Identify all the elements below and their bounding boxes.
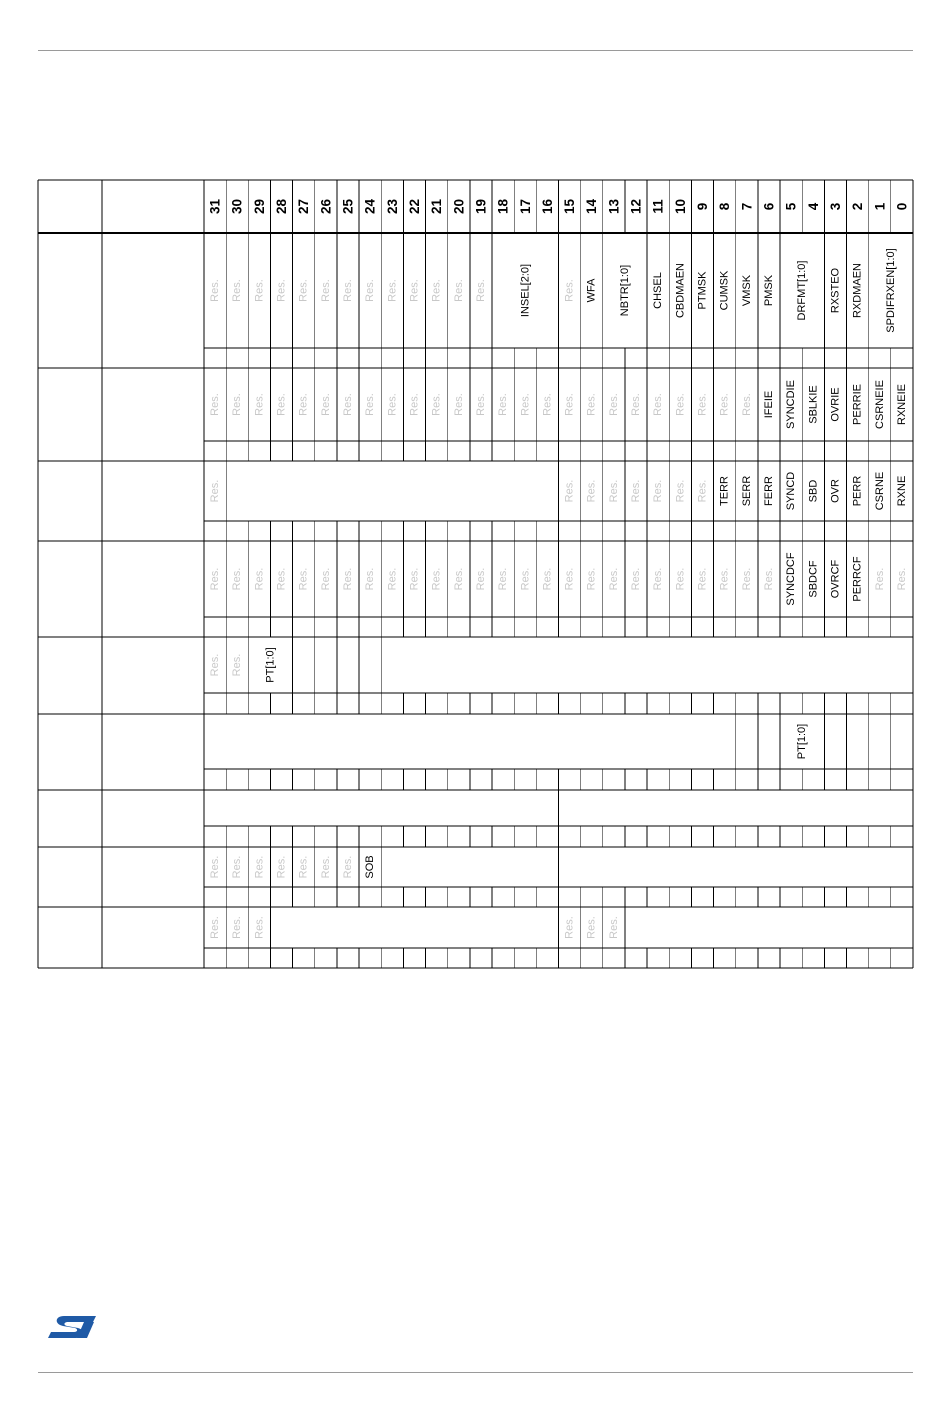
bit-number-0: 0 bbox=[894, 202, 910, 211]
reserved-bit-label: Res. bbox=[696, 567, 709, 591]
field-label-sbdcf: SBDCF bbox=[807, 560, 820, 598]
bit-number-11: 11 bbox=[650, 199, 666, 214]
field-label-pmsk: PMSK bbox=[762, 274, 775, 307]
reserved-bit-label: Res. bbox=[209, 855, 222, 879]
bit-number-27: 27 bbox=[296, 198, 312, 215]
reserved-bit-label: Res. bbox=[297, 393, 310, 416]
field-label-drfmt-1-0: DRFMT[1:0] bbox=[796, 260, 809, 321]
field-label-insel-2-0: INSEL[2:0] bbox=[519, 263, 532, 318]
field-label-sbd: SBD bbox=[807, 479, 820, 503]
reserved-bit-label: Res. bbox=[895, 567, 908, 591]
reserved-bit-label: Res. bbox=[563, 916, 576, 939]
field-label-cumsk: CUMSK bbox=[718, 270, 731, 311]
reserved-bit-label: Res. bbox=[563, 279, 576, 302]
reserved-bit-label: Res. bbox=[497, 567, 510, 591]
reserved-bit-label: Res. bbox=[319, 279, 332, 302]
reserved-bit-label: Res. bbox=[209, 653, 222, 677]
field-label-rxsteo: RXSTEO bbox=[829, 267, 842, 314]
reserved-bit-label: Res. bbox=[718, 567, 731, 591]
reserved-bit-label: Res. bbox=[630, 393, 643, 416]
reserved-bit-label: Res. bbox=[364, 279, 377, 302]
reserved-bit-label: Res. bbox=[319, 393, 332, 416]
reserved-bit-label: Res. bbox=[718, 393, 731, 416]
reserved-bit-label: Res. bbox=[297, 567, 310, 591]
reserved-bit-label: Res. bbox=[209, 393, 222, 416]
reserved-bit-label: Res. bbox=[674, 479, 687, 503]
reserved-bit-label: Res. bbox=[231, 567, 244, 591]
reserved-bit-label: Res. bbox=[253, 916, 266, 939]
reserved-bit-label: Res. bbox=[209, 279, 222, 302]
reserved-bit-label: Res. bbox=[740, 393, 753, 416]
field-label-ovr: OVR bbox=[829, 479, 842, 503]
bit-number-21: 21 bbox=[429, 198, 445, 215]
reserved-bit-label: Res. bbox=[762, 567, 775, 591]
reserved-bit-label: Res. bbox=[253, 279, 266, 302]
reserved-bit-label: Res. bbox=[563, 479, 576, 503]
reserved-bit-label: Res. bbox=[652, 567, 665, 591]
reserved-bit-label: Res. bbox=[408, 279, 421, 302]
reserved-bit-label: Res. bbox=[585, 567, 598, 591]
reserved-bit-label: Res. bbox=[297, 855, 310, 879]
reserved-bit-label: Res. bbox=[231, 279, 244, 302]
reserved-bit-label: Res. bbox=[342, 393, 355, 416]
field-label-spdifrxen-1-0: SPDIFRXEN[1:0] bbox=[884, 248, 897, 333]
reserved-bit-label: Res. bbox=[209, 479, 222, 503]
reserved-bit-label: Res. bbox=[452, 393, 465, 416]
reserved-bit-label: Res. bbox=[364, 393, 377, 416]
field-label-sblkie: SBLKIE bbox=[807, 385, 820, 424]
bit-number-20: 20 bbox=[451, 198, 467, 215]
reserved-bit-label: Res. bbox=[585, 393, 598, 416]
bit-number-6: 6 bbox=[761, 202, 777, 211]
bit-number-16: 16 bbox=[539, 198, 555, 215]
field-label-syncdcf: SYNCDCF bbox=[785, 552, 798, 606]
reserved-bit-label: Res. bbox=[253, 855, 266, 879]
reserved-bit-label: Res. bbox=[652, 479, 665, 503]
reserved-bit-label: Res. bbox=[319, 855, 332, 879]
bit-number-18: 18 bbox=[495, 198, 511, 215]
field-label-pt-1-0: PT[1:0] bbox=[796, 723, 809, 760]
reserved-bit-label: Res. bbox=[541, 393, 554, 416]
bit-number-30: 30 bbox=[229, 198, 245, 215]
reserved-bit-label: Res. bbox=[275, 855, 288, 879]
bit-number-2: 2 bbox=[850, 202, 866, 211]
field-label-vmsk: VMSK bbox=[740, 274, 753, 307]
reserved-bit-label: Res. bbox=[342, 855, 355, 879]
field-label-pt-1-0: PT[1:0] bbox=[264, 647, 277, 683]
reserved-bit-label: Res. bbox=[231, 916, 244, 939]
bit-number-23: 23 bbox=[384, 198, 400, 215]
reserved-bit-label: Res. bbox=[630, 479, 643, 503]
reserved-bit-label: Res. bbox=[585, 479, 598, 503]
reserved-bit-label: Res. bbox=[319, 567, 332, 591]
reserved-bit-label: Res. bbox=[474, 393, 487, 416]
reserved-bit-label: Res. bbox=[474, 567, 487, 591]
field-label-ovrcf: OVRCF bbox=[829, 559, 842, 599]
reserved-bit-label: Res. bbox=[740, 567, 753, 591]
reserved-bit-label: Res. bbox=[497, 393, 510, 416]
bit-number-5: 5 bbox=[783, 202, 799, 211]
st-logo-icon bbox=[44, 1310, 102, 1342]
reserved-bit-label: Res. bbox=[342, 567, 355, 591]
reserved-bit-label: Res. bbox=[674, 567, 687, 591]
reserved-bit-label: Res. bbox=[652, 393, 665, 416]
bit-number-3: 3 bbox=[827, 202, 843, 211]
reserved-bit-label: Res. bbox=[408, 567, 421, 591]
field-label-csrne: CSRNE bbox=[873, 471, 886, 511]
reserved-bit-label: Res. bbox=[563, 393, 576, 416]
field-label-chsel: CHSEL bbox=[652, 272, 665, 309]
reserved-bit-label: Res. bbox=[209, 916, 222, 939]
field-label-ovrie: OVRIE bbox=[829, 387, 842, 422]
reserved-bit-label: Res. bbox=[275, 393, 288, 416]
field-label-perr: PERR bbox=[851, 475, 864, 507]
reserved-bit-label: Res. bbox=[275, 279, 288, 302]
field-label-perrie: PERRIE bbox=[851, 384, 864, 425]
reserved-bit-label: Res. bbox=[430, 279, 443, 302]
field-label-ifeie: IFEIE bbox=[762, 390, 775, 419]
bit-number-8: 8 bbox=[717, 202, 733, 211]
bit-number-17: 17 bbox=[517, 198, 533, 215]
reserved-bit-label: Res. bbox=[430, 393, 443, 416]
reserved-bit-label: Res. bbox=[297, 279, 310, 302]
field-label-rxdmaen: RXDMAEN bbox=[851, 262, 864, 319]
reserved-bit-label: Res. bbox=[873, 567, 886, 591]
field-label-nbtr-1-0: NBTR[1:0] bbox=[618, 264, 631, 317]
field-label-wfa: WFA bbox=[585, 278, 598, 303]
reserved-bit-label: Res. bbox=[696, 479, 709, 503]
field-label-sob: SOB bbox=[364, 855, 377, 879]
reserved-bit-label: Res. bbox=[452, 567, 465, 591]
field-label-ferr: FERR bbox=[762, 476, 775, 506]
field-label-rxne: RXNE bbox=[895, 475, 908, 507]
reserved-bit-label: Res. bbox=[519, 393, 532, 416]
reserved-bit-label: Res. bbox=[209, 567, 222, 591]
reserved-bit-label: Res. bbox=[519, 567, 532, 591]
bit-number-1: 1 bbox=[872, 202, 888, 211]
reserved-bit-label: Res. bbox=[408, 393, 421, 416]
field-label-rxneie: RXNEIE bbox=[895, 384, 908, 425]
bit-number-19: 19 bbox=[473, 198, 489, 215]
reserved-bit-label: Res. bbox=[474, 279, 487, 302]
reserved-bit-label: Res. bbox=[253, 567, 266, 591]
bit-number-7: 7 bbox=[739, 202, 755, 211]
bit-number-13: 13 bbox=[606, 198, 622, 215]
reserved-bit-label: Res. bbox=[630, 567, 643, 591]
bit-number-26: 26 bbox=[318, 198, 334, 215]
bit-number-12: 12 bbox=[628, 198, 644, 215]
bit-number-22: 22 bbox=[406, 198, 422, 215]
footer-rule bbox=[38, 1372, 913, 1373]
reserved-bit-label: Res. bbox=[231, 855, 244, 879]
bit-number-31: 31 bbox=[207, 198, 223, 215]
bit-number-29: 29 bbox=[251, 198, 267, 215]
reserved-bit-label: Res. bbox=[364, 567, 377, 591]
field-label-csrneie: CSRNEIE bbox=[873, 380, 886, 429]
field-label-perrcf: PERRCF bbox=[851, 556, 864, 602]
bit-number-4: 4 bbox=[805, 202, 821, 211]
reserved-bit-label: Res. bbox=[231, 393, 244, 416]
field-label-ptmsk: PTMSK bbox=[696, 271, 709, 310]
field-label-syncd: SYNCD bbox=[785, 471, 798, 511]
reserved-bit-label: Res. bbox=[386, 393, 399, 416]
field-label-syncdie: SYNCDIE bbox=[785, 380, 798, 429]
bit-number-25: 25 bbox=[340, 198, 356, 215]
field-label-cbdmaen: CBDMAEN bbox=[674, 262, 687, 319]
reserved-bit-label: Res. bbox=[386, 279, 399, 302]
reserved-bit-label: Res. bbox=[696, 393, 709, 416]
field-label-serr: SERR bbox=[740, 475, 753, 507]
reserved-bit-label: Res. bbox=[607, 479, 620, 503]
reserved-bit-label: Res. bbox=[607, 916, 620, 939]
reserved-bit-label: Res. bbox=[585, 916, 598, 939]
reserved-bit-label: Res. bbox=[253, 393, 266, 416]
reserved-bit-label: Res. bbox=[541, 567, 554, 591]
bit-number-9: 9 bbox=[695, 202, 711, 211]
bit-number-10: 10 bbox=[672, 198, 688, 215]
reserved-bit-label: Res. bbox=[674, 393, 687, 416]
reserved-bit-label: Res. bbox=[386, 567, 399, 591]
bit-number-28: 28 bbox=[274, 198, 290, 215]
reserved-bit-label: Res. bbox=[275, 567, 288, 591]
reserved-bit-label: Res. bbox=[430, 567, 443, 591]
reserved-bit-label: Res. bbox=[342, 279, 355, 302]
bit-number-14: 14 bbox=[584, 198, 600, 215]
bit-number-15: 15 bbox=[562, 198, 578, 215]
reserved-bit-label: Res. bbox=[563, 567, 576, 591]
reserved-bit-label: Res. bbox=[231, 653, 244, 677]
reserved-bit-label: Res. bbox=[607, 567, 620, 591]
field-label-terr: TERR bbox=[718, 476, 731, 506]
bit-number-24: 24 bbox=[362, 198, 378, 215]
reserved-bit-label: Res. bbox=[607, 393, 620, 416]
reserved-bit-label: Res. bbox=[452, 279, 465, 302]
